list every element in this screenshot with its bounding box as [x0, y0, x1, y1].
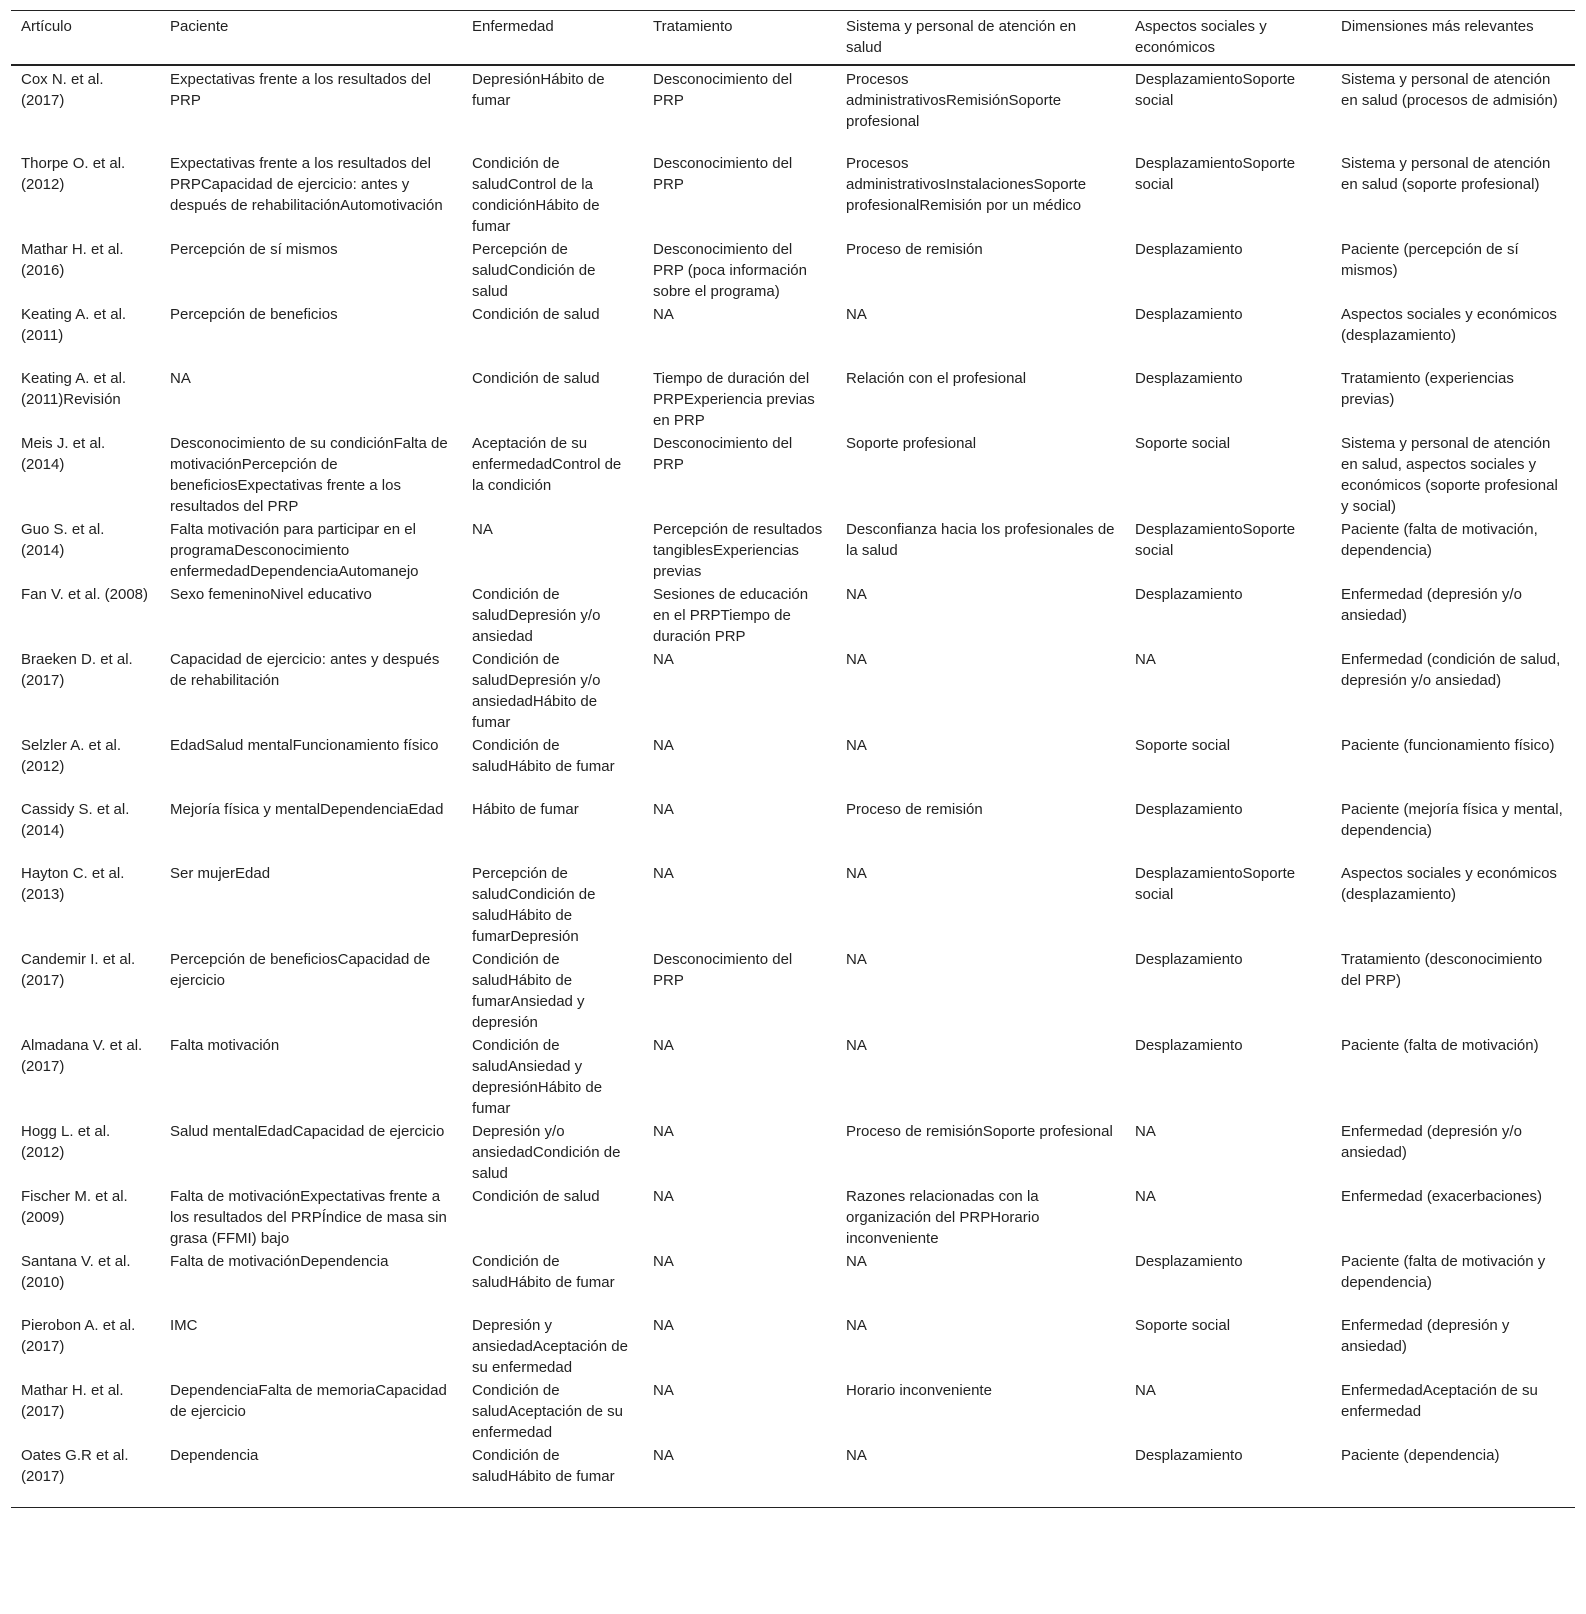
cell-articulo: Mathar H. et al. (2017): [21, 1382, 124, 1420]
table-row: [11, 151, 1575, 237]
cell-tratamiento: NA: [653, 801, 674, 818]
cell-dimensiones: Sistema y personal de atención en salud (soporte profesional): [1341, 155, 1551, 193]
cell-sistema-salud: NA: [846, 1447, 867, 1464]
cell-enfermedad: DepresiónHábito de fumar: [472, 71, 605, 109]
cell-sistema-salud: NA: [846, 951, 867, 968]
cell-dimensiones: Tratamiento (desconocimiento del PRP): [1341, 951, 1543, 989]
cell-articulo: Mathar H. et al. (2016): [21, 241, 124, 279]
cell-articulo: Braeken D. et al. (2017): [21, 651, 133, 689]
cell-enfermedad: Condición de saludHábito de fumarAnsiedad y depresión: [472, 951, 585, 1031]
cell-enfermedad: Condición de saludDepresión y/o ansiedadHábito de fumar: [472, 651, 601, 731]
cell-dimensiones: Enfermedad (depresión y ansiedad): [1341, 1317, 1510, 1355]
cell-enfermedad: Percepción de saludCondición de saludHábito de fumarDepresión: [472, 865, 596, 945]
cell-dimensiones: Enfermedad (exacerbaciones): [1341, 1188, 1542, 1205]
cell-articulo: Fischer M. et al. (2009): [21, 1188, 128, 1226]
cell-enfermedad: Condición de saludAnsiedad y depresiónHábito de fumar: [472, 1037, 603, 1117]
cell-enfermedad: Condición de saludDepresión y/o ansiedad: [472, 586, 601, 645]
cell-paciente: Falta motivación: [170, 1037, 280, 1054]
cell-paciente: Falta motivación para participar en el programaDesconocimiento enfermedadDependenciaAutomanejo: [170, 521, 419, 580]
cell-sistema-salud: Proceso de remisión: [846, 241, 983, 258]
cell-paciente: NA: [170, 370, 191, 387]
cell-dimensiones: EnfermedadAceptación de su enfermedad: [1341, 1382, 1538, 1420]
cell-dimensiones: Paciente (funcionamiento físico): [1341, 737, 1555, 754]
cell-paciente: IMC: [170, 1317, 198, 1334]
cell-enfermedad: Condición de salud: [472, 370, 600, 387]
cell-articulo: Selzler A. et al. (2012): [21, 737, 122, 775]
column-header-sistema-salud: Sistema y personal de atención en salud: [846, 18, 1077, 56]
cell-sistema-salud: NA: [846, 651, 867, 668]
table-row: [11, 1184, 1575, 1249]
cell-enfermedad: Condición de salud: [472, 1188, 600, 1205]
table-header: [11, 11, 1575, 66]
cell-articulo: Hogg L. et al. (2012): [21, 1123, 111, 1161]
cell-articulo: Pierobon A. et al.(2017): [21, 1317, 136, 1355]
cell-enfermedad: Condición de saludHábito de fumar: [472, 1447, 615, 1485]
cell-aspectos-sociales: Desplazamiento: [1135, 586, 1243, 603]
cell-sistema-salud: Soporte profesional: [846, 435, 977, 452]
cell-dimensiones: Tratamiento (experiencias previas): [1341, 370, 1514, 408]
cell-sistema-salud: NA: [846, 1253, 867, 1270]
cell-tratamiento: NA: [653, 865, 674, 882]
cell-articulo: Almadana V. et al. (2017): [21, 1037, 143, 1075]
column-header-dimensiones: Dimensiones más relevantes: [1341, 18, 1534, 35]
table-row: [11, 1313, 1575, 1378]
table-row: [11, 647, 1575, 733]
cell-enfermedad: Aceptación de su enfermedadControl de la condición: [472, 435, 622, 494]
cell-paciente: Ser mujerEdad: [170, 865, 271, 882]
cell-enfermedad: Depresión y/o ansiedadCondición de salud: [472, 1123, 621, 1182]
cell-articulo: Candemir I. et al. (2017): [21, 951, 136, 989]
column-header-aspectos-sociales: Aspectos sociales y económicos: [1135, 18, 1267, 56]
table-row: [11, 237, 1575, 302]
cell-aspectos-sociales: DesplazamientoSoporte social: [1135, 155, 1296, 193]
cell-tratamiento: NA: [653, 737, 674, 754]
cell-articulo: Meis J. et al. (2014): [21, 435, 106, 473]
cell-tratamiento: NA: [653, 306, 674, 323]
cell-articulo: Keating A. et al. (2011): [21, 306, 127, 344]
cell-dimensiones: Sistema y personal de atención en salud (procesos de admisión): [1341, 71, 1558, 109]
cell-enfermedad: Condición de saludHábito de fumar: [472, 1253, 615, 1291]
cell-dimensiones: Aspectos sociales y económicos (desplazamiento): [1341, 865, 1557, 903]
cell-sistema-salud: Procesos administrativosInstalacionesSoporte profesionalRemisión por un médico: [846, 155, 1087, 214]
cell-tratamiento: NA: [653, 1123, 674, 1140]
table-row: [11, 733, 1575, 797]
cell-dimensiones: Paciente (mejoría física y mental, dependencia): [1341, 801, 1563, 839]
cell-paciente: Salud mentalEdadCapacidad de ejercicio: [170, 1123, 445, 1140]
cell-paciente: Dependencia: [170, 1447, 259, 1464]
cell-dimensiones: Paciente (dependencia): [1341, 1447, 1500, 1464]
cell-articulo: Guo S. et al. (2014): [21, 521, 105, 559]
cell-dimensiones: Enfermedad (depresión y/o ansiedad): [1341, 1123, 1522, 1161]
cell-sistema-salud: NA: [846, 1317, 867, 1334]
column-header-tratamiento: Tratamiento: [653, 18, 733, 35]
cell-sistema-salud: Desconfianza hacia los profesionales de la salud: [846, 521, 1115, 559]
cell-sistema-salud: Proceso de remisión: [846, 801, 983, 818]
cell-paciente: Sexo femeninoNivel educativo: [170, 586, 372, 603]
cell-tratamiento: Sesiones de educación en el PRPTiempo de duración PRP: [653, 586, 809, 645]
table-row: [11, 1119, 1575, 1184]
table-container: [11, 10, 1575, 1508]
cell-tratamiento: Desconocimiento del PRP: [653, 435, 793, 473]
cell-tratamiento: Desconocimiento del PRP: [653, 951, 793, 989]
cell-sistema-salud: NA: [846, 737, 867, 754]
cell-sistema-salud: NA: [846, 865, 867, 882]
cell-dimensiones: Paciente (falta de motivación y dependencia): [1341, 1253, 1546, 1291]
cell-paciente: Desconocimiento de su condiciónFalta de motivaciónPercepción de beneficiosExpectativas frente a los resultados del PRP: [170, 435, 448, 515]
cell-paciente: Mejoría física y mentalDependenciaEdad: [170, 801, 444, 818]
cell-dimensiones: Paciente (percepción de sí mismos): [1341, 241, 1519, 279]
cell-paciente: Expectativas frente a los resultados del PRPCapacidad de ejercicio: antes y después de rehabilitaciónAutomotivación: [170, 155, 443, 214]
cell-dimensiones: Paciente (falta de motivación): [1341, 1037, 1539, 1054]
cell-tratamiento: Desconocimiento del PRP: [653, 71, 793, 109]
table-row: [11, 517, 1575, 582]
cell-tratamiento: Percepción de resultados tangiblesExperiencias previas: [653, 521, 823, 580]
cell-aspectos-sociales: Desplazamiento: [1135, 1447, 1243, 1464]
cell-dimensiones: Aspectos sociales y económicos (desplazamiento): [1341, 306, 1557, 344]
cell-aspectos-sociales: Soporte social: [1135, 1317, 1231, 1334]
header-row: [11, 11, 1575, 66]
cell-articulo: Santana V. et al. (2010): [21, 1253, 131, 1291]
table-row: [11, 797, 1575, 861]
cell-enfermedad: Hábito de fumar: [472, 801, 579, 818]
cell-paciente: Falta de motivaciónExpectativas frente a los resultados del PRPÍndice de masa sin grasa (FFMI) bajo: [170, 1188, 447, 1247]
cell-aspectos-sociales: DesplazamientoSoporte social: [1135, 521, 1296, 559]
cell-paciente: Percepción de beneficiosCapacidad de ejercicio: [170, 951, 431, 989]
column-header-articulo: Artículo: [21, 18, 72, 35]
cell-tratamiento: NA: [653, 1037, 674, 1054]
table-body: [11, 65, 1575, 1508]
cell-tratamiento: NA: [653, 1188, 674, 1205]
cell-aspectos-sociales: Desplazamiento: [1135, 241, 1243, 258]
cell-aspectos-sociales: Desplazamiento: [1135, 1037, 1243, 1054]
cell-tratamiento: NA: [653, 1253, 674, 1270]
cell-enfermedad: Condición de salud: [472, 306, 600, 323]
cell-sistema-salud: NA: [846, 306, 867, 323]
cell-aspectos-sociales: Desplazamiento: [1135, 306, 1243, 323]
cell-articulo: Fan V. et al. (2008): [21, 586, 149, 603]
cell-tratamiento: NA: [653, 1382, 674, 1399]
cell-tratamiento: Tiempo de duración del PRPExperiencia previas en PRP: [653, 370, 815, 429]
cell-articulo: Cox N. et al. (2017): [21, 71, 104, 109]
cell-paciente: DependenciaFalta de memoriaCapacidad de ejercicio: [170, 1382, 447, 1420]
cell-articulo: Thorpe O. et al. (2012): [21, 155, 126, 193]
table-row: [11, 431, 1575, 517]
table-row: [11, 1249, 1575, 1313]
cell-tratamiento: NA: [653, 1317, 674, 1334]
cell-aspectos-sociales: Desplazamiento: [1135, 801, 1243, 818]
cell-aspectos-sociales: Desplazamiento: [1135, 1253, 1243, 1270]
table-row: [11, 366, 1575, 431]
cell-aspectos-sociales: NA: [1135, 651, 1156, 668]
cell-aspectos-sociales: Soporte social: [1135, 435, 1231, 452]
table-row: [11, 1378, 1575, 1443]
cell-aspectos-sociales: DesplazamientoSoporte social: [1135, 71, 1296, 109]
cell-dimensiones: Enfermedad (condición de salud, depresión y/o ansiedad): [1341, 651, 1561, 689]
cell-dimensiones: Paciente (falta de motivación, dependencia): [1341, 521, 1538, 559]
cell-tratamiento: Desconocimiento del PRP: [653, 155, 793, 193]
table-row: [11, 1443, 1575, 1508]
cell-enfermedad: Condición de saludHábito de fumar: [472, 737, 615, 775]
cell-enfermedad: NA: [472, 521, 493, 538]
table-row: [11, 582, 1575, 647]
cell-articulo: Keating A. et al. (2011)Revisión: [21, 370, 127, 408]
cell-aspectos-sociales: DesplazamientoSoporte social: [1135, 865, 1296, 903]
table-row: [11, 947, 1575, 1033]
cell-tratamiento: NA: [653, 1447, 674, 1464]
cell-paciente: Percepción de beneficios: [170, 306, 338, 323]
cell-tratamiento: NA: [653, 651, 674, 668]
cell-paciente: Capacidad de ejercicio: antes y después de rehabilitación: [170, 651, 440, 689]
cell-dimensiones: Enfermedad (depresión y/o ansiedad): [1341, 586, 1522, 624]
cell-sistema-salud: NA: [846, 586, 867, 603]
cell-aspectos-sociales: NA: [1135, 1188, 1156, 1205]
table-row: [11, 65, 1575, 151]
cell-articulo: Cassidy S. et al. (2014): [21, 801, 130, 839]
cell-enfermedad: Condición de saludAceptación de su enfermedad: [472, 1382, 623, 1441]
cell-paciente: Expectativas frente a los resultados del PRP: [170, 71, 431, 109]
cell-sistema-salud: Razones relacionadas con la organización del PRPHorario inconveniente: [846, 1188, 1040, 1247]
table-row: [11, 861, 1575, 947]
cell-sistema-salud: Horario inconveniente: [846, 1382, 992, 1399]
cell-sistema-salud: Proceso de remisiónSoporte profesional: [846, 1123, 1113, 1140]
cell-paciente: Percepción de sí mismos: [170, 241, 338, 258]
column-header-enfermedad: Enfermedad: [472, 18, 554, 35]
cell-aspectos-sociales: NA: [1135, 1123, 1156, 1140]
table-row: [11, 1033, 1575, 1119]
cell-paciente: EdadSalud mentalFuncionamiento físico: [170, 737, 439, 754]
cell-articulo: Oates G.R et al. (2017): [21, 1447, 129, 1485]
cell-tratamiento: Desconocimiento del PRP (poca información sobre el programa): [653, 241, 807, 300]
cell-enfermedad: Depresión y ansiedadAceptación de su enfermedad: [472, 1317, 628, 1376]
cell-aspectos-sociales: Desplazamiento: [1135, 951, 1243, 968]
cell-sistema-salud: Relación con el profesional: [846, 370, 1027, 387]
cell-sistema-salud: NA: [846, 1037, 867, 1054]
cell-aspectos-sociales: NA: [1135, 1382, 1156, 1399]
column-header-paciente: Paciente: [170, 18, 229, 35]
barriers-table: [11, 10, 1575, 1508]
cell-sistema-salud: Procesos administrativosRemisiónSoporte profesional: [846, 71, 1062, 130]
cell-paciente: Falta de motivaciónDependencia: [170, 1253, 389, 1270]
cell-aspectos-sociales: Soporte social: [1135, 737, 1231, 754]
cell-articulo: Hayton C. et al. (2013): [21, 865, 125, 903]
cell-dimensiones: Sistema y personal de atención en salud, aspectos sociales y económicos (soporte profesional y social): [1341, 435, 1558, 515]
cell-aspectos-sociales: Desplazamiento: [1135, 370, 1243, 387]
cell-enfermedad: Percepción de saludCondición de salud: [472, 241, 596, 300]
cell-enfermedad: Condición de saludControl de la condiciónHábito de fumar: [472, 155, 600, 235]
table-row: [11, 302, 1575, 366]
